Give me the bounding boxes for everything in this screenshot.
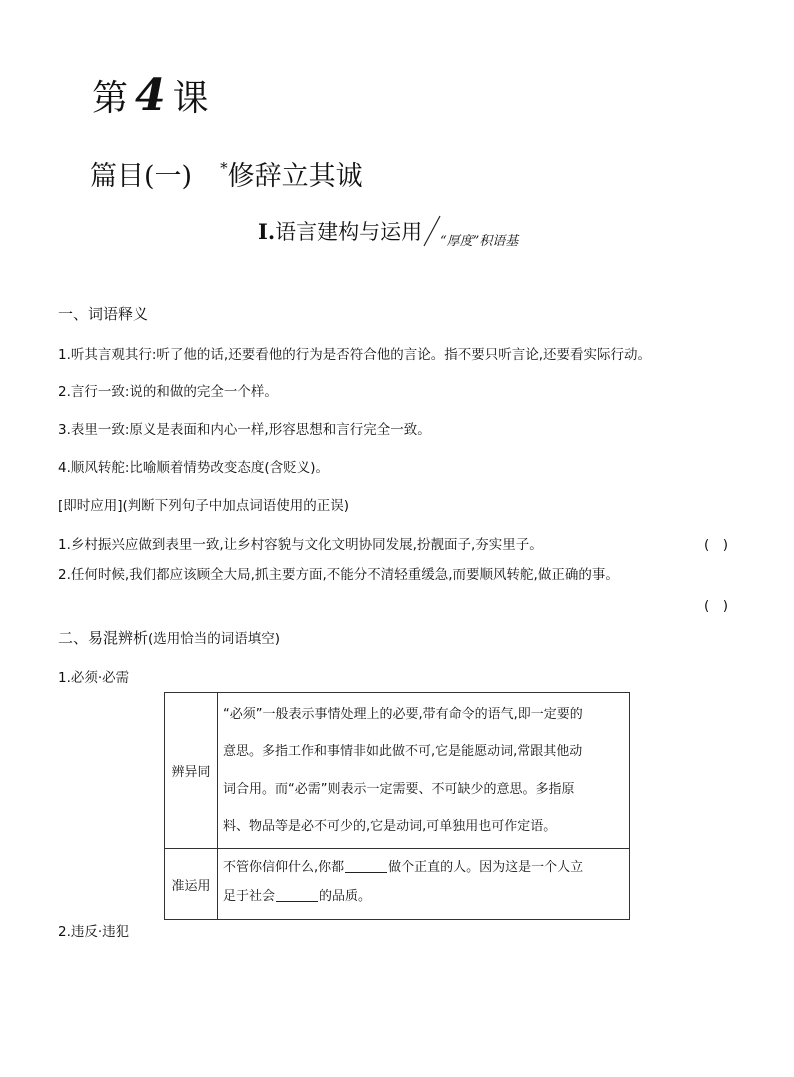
definition-item-1: 1.听其言观其行:听了他的话,还要看他的行为是否符合他的言论。指不要只听言论,还要看实际行动。	[58, 347, 652, 363]
apply-text-2a: 足于社会	[223, 889, 276, 904]
apply-text-1b: 做个正直的人。因为这是一个人立	[388, 860, 584, 875]
lesson-number: 4	[135, 70, 167, 121]
table-label-compare: 辨异同	[165, 693, 218, 849]
word-pair-2: 2.违反·违犯	[58, 924, 130, 940]
section-subtitle: “厚度”积语基	[440, 234, 519, 249]
apply-text-2b: 的品质。	[319, 889, 372, 904]
slash-divider-icon	[422, 214, 442, 248]
part1-heading: 一、词语释义	[58, 305, 149, 323]
question-2: 2.任何时候,我们都应该顾全大局,抓主要方面,不能分不清轻重缓急,而要顺风转舵,做正确的事。	[58, 567, 619, 583]
compare-line-2: 意思。多指工作和事情非如此做不可,它是能愿动词,常跟其他动	[223, 744, 583, 759]
answer-paren-1[interactable]: ( )	[704, 537, 729, 553]
chapter-asterisk: *	[220, 159, 228, 177]
section-roman: Ⅰ.	[258, 219, 276, 244]
definition-item-4: 4.顺风转舵:比喻顺着情势改变态度(含贬义)。	[58, 460, 329, 476]
chapter-name: 修辞立其诚	[227, 161, 363, 192]
table-cell-compare	[218, 693, 630, 849]
part2-heading	[58, 627, 280, 648]
chapter-part: 篇目(一)	[90, 161, 193, 192]
section-title: 语言建构与运用	[275, 220, 423, 244]
compare-line-4: 料、物品等是必不可少的,它是动词,可单独用也可作定语。	[223, 819, 557, 834]
apply-line-1	[223, 853, 623, 882]
compare-line-3: 词合用。而“必需”则表示一定需要、不可缺少的意思。多指原	[223, 781, 575, 797]
lesson-suffix: 课	[172, 78, 210, 119]
apply-text-1a: 不管你信仰什么,你都	[223, 860, 345, 875]
apply-line-2	[223, 882, 623, 911]
part2-title: 二、易混辨析	[58, 629, 149, 647]
section-heading	[258, 216, 422, 246]
word-comparison-table	[164, 692, 630, 920]
chapter-title	[90, 154, 363, 193]
answer-paren-2[interactable]: ( )	[704, 598, 729, 614]
table-row	[165, 849, 630, 920]
fill-blank-2[interactable]	[276, 887, 318, 902]
lesson-title	[92, 70, 210, 121]
part2-note: (选用恰当的词语填空)	[148, 631, 281, 647]
table-label-apply: 准运用	[165, 849, 218, 920]
fill-blank-1[interactable]	[345, 858, 387, 873]
lesson-prefix: 第	[92, 78, 130, 119]
compare-line-1: “必须”一般表示事情处理上的必要,带有命令的语气,即一定要的	[223, 706, 583, 722]
table-cell-apply	[218, 849, 630, 920]
word-pair-1: 1.必须·必需	[58, 670, 130, 686]
definition-item-3: 3.表里一致:原义是表面和内心一样,形容思想和言行完全一致。	[58, 422, 431, 438]
table-row	[165, 693, 630, 849]
question-1: 1.乡村振兴应做到表里一致,让乡村容貌与文化文明协同发展,扮靓面子,夯实里子。	[58, 537, 543, 553]
definition-item-2: 2.言行一致:说的和做的完全一个样。	[58, 384, 278, 400]
apply-heading: [即时应用](判断下列句子中加点词语使用的正误)	[58, 498, 350, 514]
